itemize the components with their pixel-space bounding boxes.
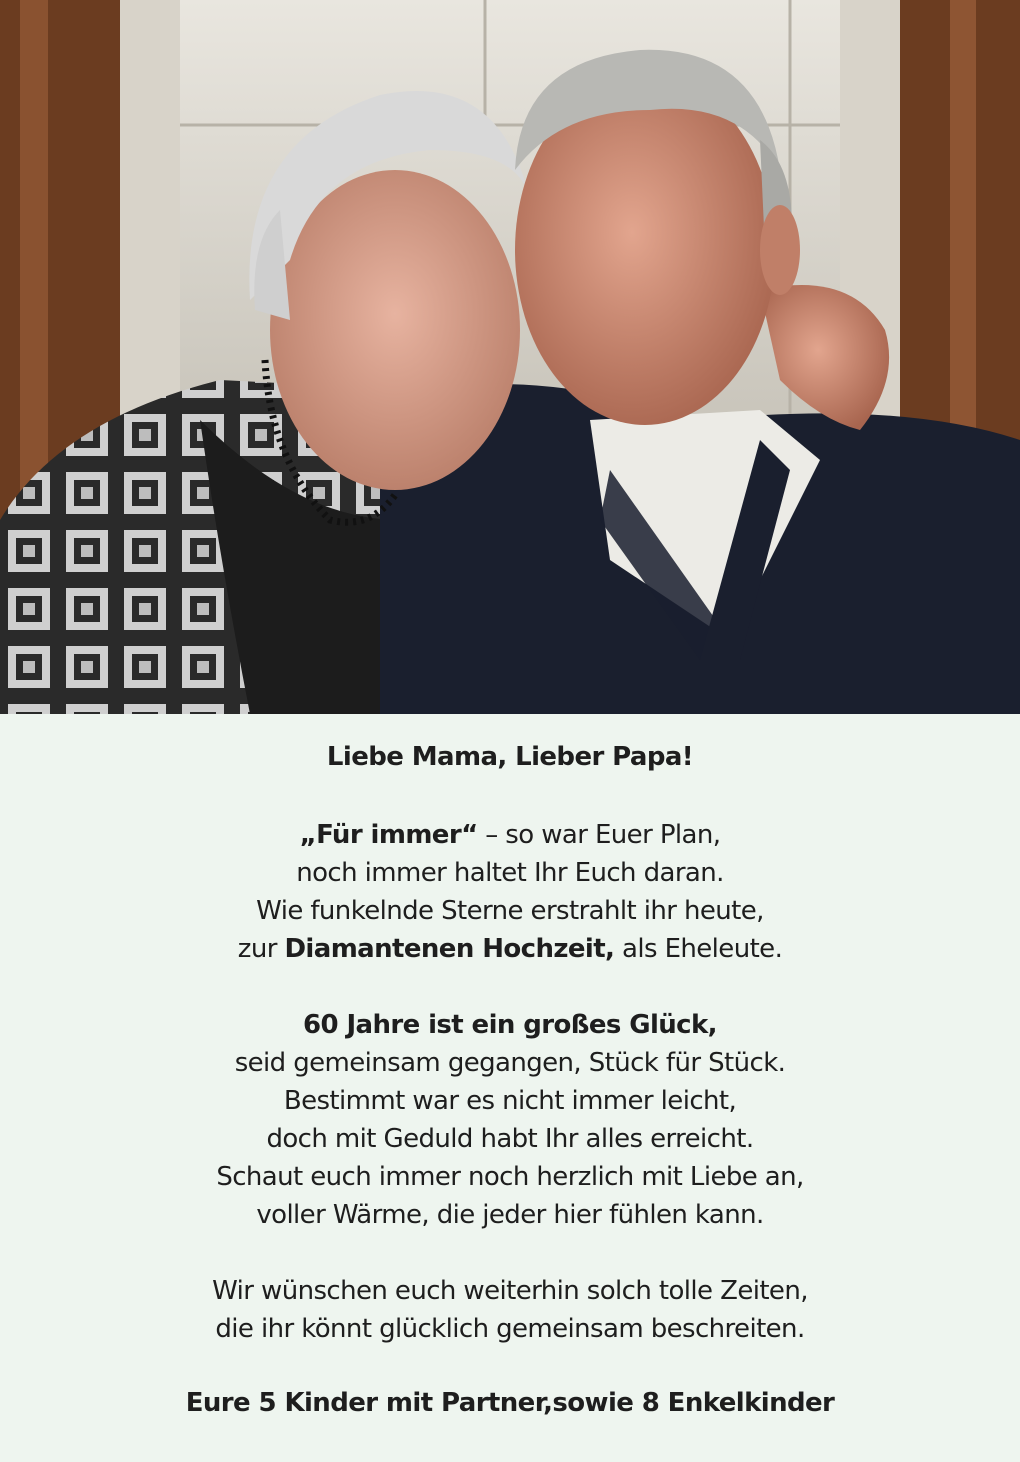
stanza1-line3: Wie funkelnde Sterne erstrahlt ihr heute,	[256, 896, 764, 926]
greeting: Liebe Mama, Lieber Papa!	[326, 742, 694, 772]
stanza2-line5: Schaut euch immer noch herzlich mit Liebe an,	[216, 1162, 804, 1192]
stanza1-line1-rest: – so war Euer Plan,	[477, 820, 721, 850]
stanza2-line2: seid gemeinsam gegangen, Stück für Stück.	[234, 1048, 786, 1078]
stanza2-line3: Bestimmt war es nicht immer leicht,	[283, 1086, 737, 1116]
stanza1-line4	[0, 932, 1020, 966]
stanza2-line1: 60 Jahre ist ein großes Glück,	[303, 1010, 717, 1040]
stanza1-line1-bold: „Für immer“	[299, 820, 478, 850]
stanza1-line1	[0, 818, 1020, 852]
stanza3-line2: die ihr könnt glücklich gemeinsam beschreiten.	[215, 1314, 805, 1344]
poem	[0, 714, 1020, 1462]
stanza1-line2: noch immer haltet Ihr Euch daran.	[296, 858, 724, 888]
stanza1-line4-post: als Eheleute.	[614, 934, 783, 964]
signature: Eure 5 Kinder mit Partner,sowie 8 Enkelkinder	[185, 1388, 835, 1418]
stanza2-line4: doch mit Geduld habt Ihr alles erreicht.	[266, 1124, 754, 1154]
stanza1-line4-pre: zur	[237, 934, 285, 964]
couple-photo	[0, 0, 1020, 714]
stanza2-line6: voller Wärme, die jeder hier fühlen kann.	[256, 1200, 764, 1230]
stanza3-line1: Wir wünschen euch weiterhin solch tolle Zeiten,	[212, 1276, 808, 1306]
stanza1-line4-bold: Diamantenen Hochzeit,	[284, 934, 615, 964]
